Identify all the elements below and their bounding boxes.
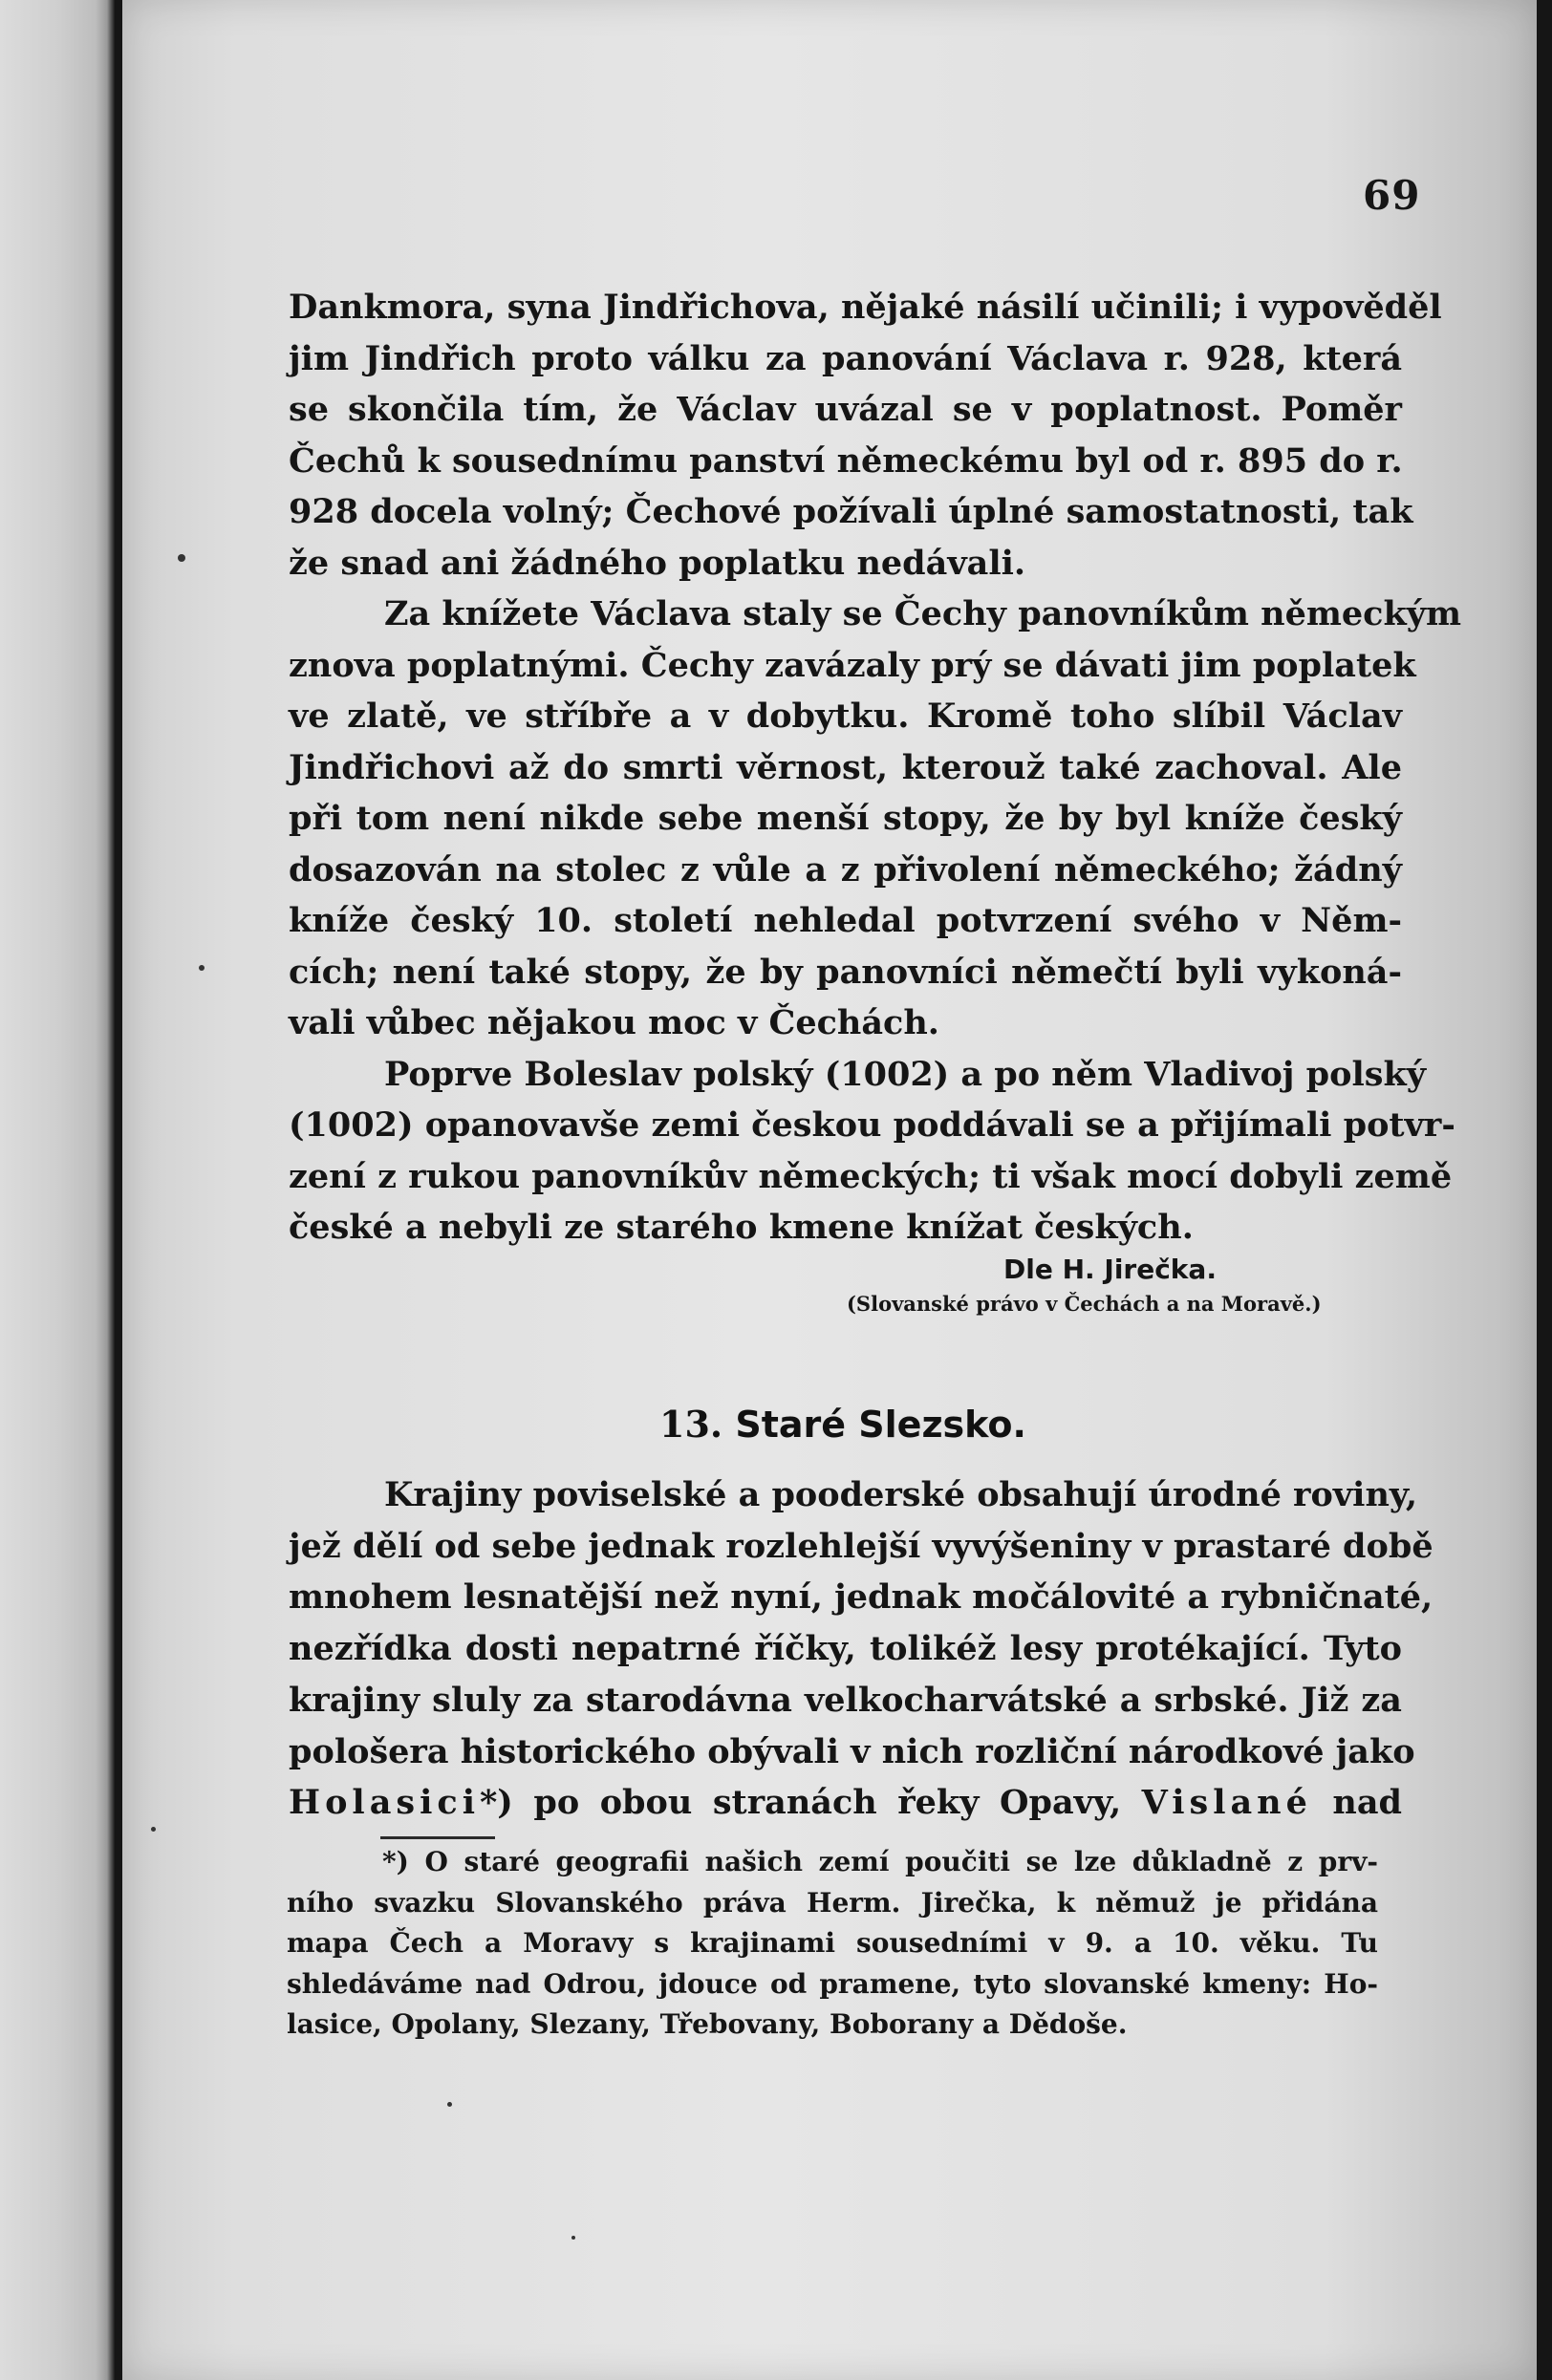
text-line: české a nebyli ze starého kmene knížat českých. xyxy=(289,1208,1194,1247)
footnote-marker: *) xyxy=(480,1783,513,1823)
text-line: pološera historického obývali v nich rozliční národkové jako xyxy=(289,1731,1415,1771)
text-line: jež dělí od sebe jednak rozlehlejší vyvýšeniny v prastaré době xyxy=(289,1526,1433,1566)
text-line: zení z rukou panovníkův německých; ti však mocí dobyli země xyxy=(289,1156,1453,1196)
text-line: že snad ani žádného poplatku nedávali. xyxy=(289,543,1026,583)
source-citation: (Slovanské právo v Čechách a na Moravě.) xyxy=(847,1292,1322,1316)
page-number: 69 xyxy=(1363,172,1421,219)
scan-speck xyxy=(199,965,205,971)
text-line: znova poplatnými. Čechy zavázaly prý se dávati jim poplatek xyxy=(289,645,1416,685)
spaced-name: Holasici xyxy=(289,1783,480,1823)
text-line: Za knížete Václava staly se Čechy panovníkům německým xyxy=(384,594,1462,633)
text-line: dosazován na stolec z vůle a z přivolení německého; žádný xyxy=(289,849,1402,890)
footnote-divider xyxy=(380,1836,495,1839)
section-number: 13. xyxy=(659,1403,723,1446)
text-line: jim Jindřich proto válku za panování Václava r. 928, která xyxy=(289,338,1402,378)
text-line: 928 docela volný; Čechové požívali úplné samostatnosti, tak xyxy=(289,492,1413,531)
text-line: Poprve Boleslav polský (1002) a po něm Vladivoj polský xyxy=(384,1054,1427,1094)
footnote-line: shledáváme nad Odrou, jdouce od pramene, tyto slovanské kmeny: Ho- xyxy=(287,1967,1378,2000)
footnote xyxy=(287,1842,1378,2046)
footnote-line: lasice, Opolany, Slezany, Třebovany, Boborany a Dědoše. xyxy=(287,2008,1128,2040)
text-fragment: po obou stranách řeky Opavy, xyxy=(533,1783,1122,1823)
text-line: krajiny sluly za starodávna velkocharvátské a srbské. Již za xyxy=(289,1680,1402,1720)
text-line: Dankmora, syna Jindřichova, nějaké násilí učinili; i vypověděl xyxy=(289,288,1442,327)
text-fragment: nad xyxy=(1332,1783,1403,1823)
text-line: mnohem lesnatější než nyní, jednak močálovité a rybničnaté, xyxy=(289,1577,1433,1618)
text-line: Krajiny poviselské a pooderské obsahují úrodné roviny, xyxy=(384,1475,1418,1514)
text-line: Čechů k sousednímu panství německému byl od r. 895 do r. xyxy=(289,440,1403,481)
text-line: Jindřichovi až do smrti věrnost, kterouž také zachoval. Ale xyxy=(289,747,1402,787)
footnote-line: mapa Čech a Moravy s krajinami sousedními v 9. a 10. věku. Tu xyxy=(287,1927,1378,1959)
scan-speck xyxy=(178,554,185,562)
text-line: se skončila tím, že Václav uvázal se v poplatnost. Poměr xyxy=(289,390,1402,429)
scan-speck xyxy=(447,2102,452,2107)
left-page-edge xyxy=(0,0,115,2380)
text-line: kníže český 10. století nehledal potvrzení svého v Něm- xyxy=(289,901,1402,940)
text-line: (1002) opanovavše zemi českou poddávali se a přijímali potvr- xyxy=(289,1105,1455,1145)
body-text-section xyxy=(289,1469,1433,1829)
footnote-line: *) O staré geografii našich zemí poučiti se lze důkladně z prv- xyxy=(382,1846,1378,1877)
text-line: ve zlatě, ve stříbře a v dobytku. Kromě toho slíbil Václav xyxy=(289,697,1402,736)
text-line: při tom není nikde sebe menší stopy, že by byl kníže český xyxy=(289,799,1402,838)
spaced-name: Vislané xyxy=(1141,1783,1312,1823)
section-title: Staré Slezsko. xyxy=(735,1404,1026,1446)
section-heading xyxy=(659,1403,1026,1446)
attribution: Dle H. Jirečka. xyxy=(1003,1254,1217,1285)
text-line: cích; není také stopy, že by panovníci němečtí byli vykoná- xyxy=(289,952,1402,992)
footnote-line: ního svazku Slovanského práva Herm. Jirečka, k němuž je přidána xyxy=(287,1886,1378,1919)
scan-speck xyxy=(571,2236,575,2240)
scan-speck xyxy=(151,1827,156,1832)
body-text-top xyxy=(289,282,1462,1254)
page-sheet xyxy=(122,0,1537,2380)
text-line xyxy=(289,1777,1402,1829)
text-line: vali vůbec nějakou moc v Čechách. xyxy=(289,1003,939,1042)
text-line: nezřídka dosti nepatrné říčky, tolikéž lesy protékající. Tyto xyxy=(289,1629,1402,1669)
